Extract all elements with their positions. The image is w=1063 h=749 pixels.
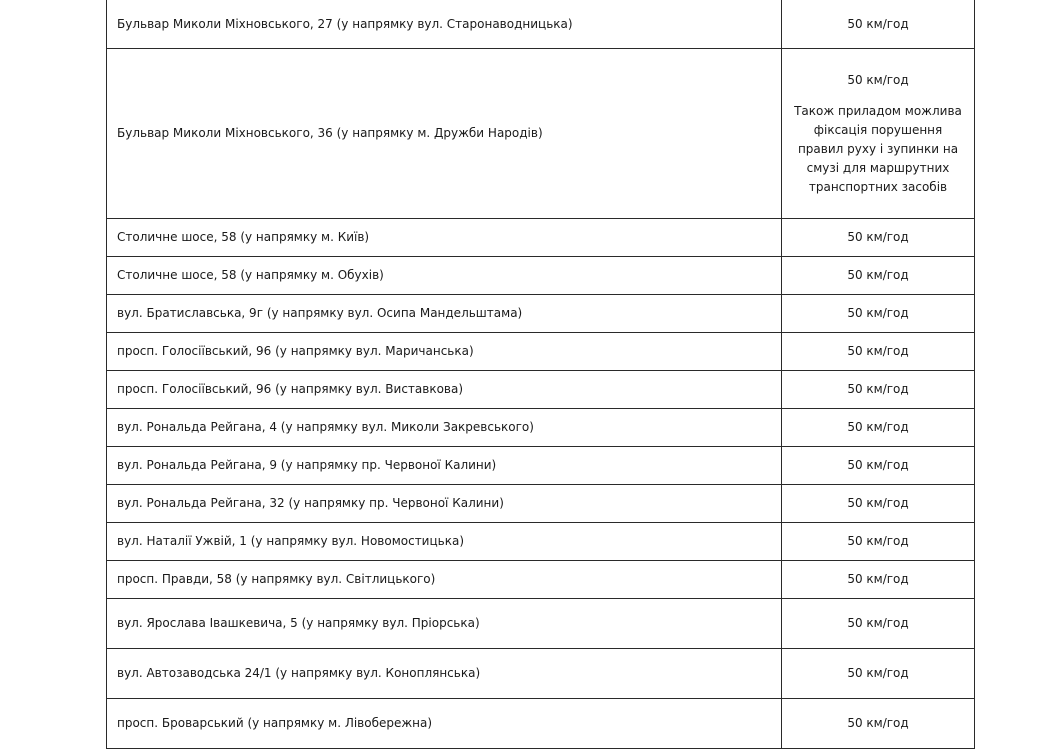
speed-camera-table-container [106, 0, 962, 749]
location-cell: Бульвар Миколи Міхновського, 36 (у напрямку м. Дружби Народів) [107, 49, 782, 219]
table-row [107, 371, 975, 409]
speed-limit-cell: 50 км/год [782, 0, 975, 49]
speed-limit-cell: 50 км/год [782, 447, 975, 485]
speed-limit-cell: 50 км/год [782, 485, 975, 523]
table-row [107, 599, 975, 649]
speed-limit-cell: 50 км/год [782, 599, 975, 649]
location-cell: вул. Рональда Рейгана, 32 (у напрямку пр. Червоної Калини) [107, 485, 782, 523]
table-row [107, 561, 975, 599]
table-row [107, 523, 975, 561]
speed-limit-cell [782, 49, 975, 219]
location-cell: вул. Рональда Рейгана, 4 (у напрямку вул. Миколи Закревського) [107, 409, 782, 447]
speed-limit-cell: 50 км/год [782, 257, 975, 295]
table-row [107, 295, 975, 333]
speed-limit-cell: 50 км/год [782, 561, 975, 599]
speed-limit-cell: 50 км/год [782, 699, 975, 749]
speed-limit-cell: 50 км/год [782, 295, 975, 333]
location-cell: вул. Братиславська, 9г (у напрямку вул. Осипа Мандельштама) [107, 295, 782, 333]
location-cell: просп. Броварський (у напрямку м. Лівобережна) [107, 699, 782, 749]
speed-limit-cell: 50 км/год [782, 371, 975, 409]
speed-limit-cell: 50 км/год [782, 523, 975, 561]
table-row [107, 257, 975, 295]
table-row [107, 485, 975, 523]
location-cell: вул. Наталії Ужвій, 1 (у напрямку вул. Новомостицька) [107, 523, 782, 561]
speed-limit-value: 50 км/год [847, 72, 909, 87]
location-cell: вул. Ярослава Івашкевича, 5 (у напрямку вул. Пріорська) [107, 599, 782, 649]
speed-limit-note: Також приладом можлива фіксація порушення правил руху і зупинки на смузі для маршрутних транспортних засобів [794, 103, 962, 194]
location-cell: просп. Правди, 58 (у напрямку вул. Світлицького) [107, 561, 782, 599]
table-row [107, 219, 975, 257]
location-cell: Столичне шосе, 58 (у напрямку м. Київ) [107, 219, 782, 257]
speed-camera-table [106, 0, 975, 749]
table-row [107, 409, 975, 447]
table-row [107, 699, 975, 749]
location-cell: вул. Автозаводська 24/1 (у напрямку вул. Коноплянська) [107, 649, 782, 699]
location-cell: просп. Голосіївський, 96 (у напрямку вул. Маричанська) [107, 333, 782, 371]
table-row [107, 447, 975, 485]
speed-limit-cell: 50 км/год [782, 333, 975, 371]
speed-limit-cell: 50 км/год [782, 219, 975, 257]
table-row [107, 333, 975, 371]
speed-limit-cell: 50 км/год [782, 649, 975, 699]
location-cell: Столичне шосе, 58 (у напрямку м. Обухів) [107, 257, 782, 295]
location-cell: вул. Рональда Рейгана, 9 (у напрямку пр. Червоної Калини) [107, 447, 782, 485]
location-cell: Бульвар Миколи Міхновського, 27 (у напрямку вул. Старонаводницька) [107, 0, 782, 49]
table-row [107, 0, 975, 49]
speed-limit-cell: 50 км/год [782, 409, 975, 447]
location-cell: просп. Голосіївський, 96 (у напрямку вул. Виставкова) [107, 371, 782, 409]
table-row [107, 649, 975, 699]
table-row [107, 49, 975, 219]
